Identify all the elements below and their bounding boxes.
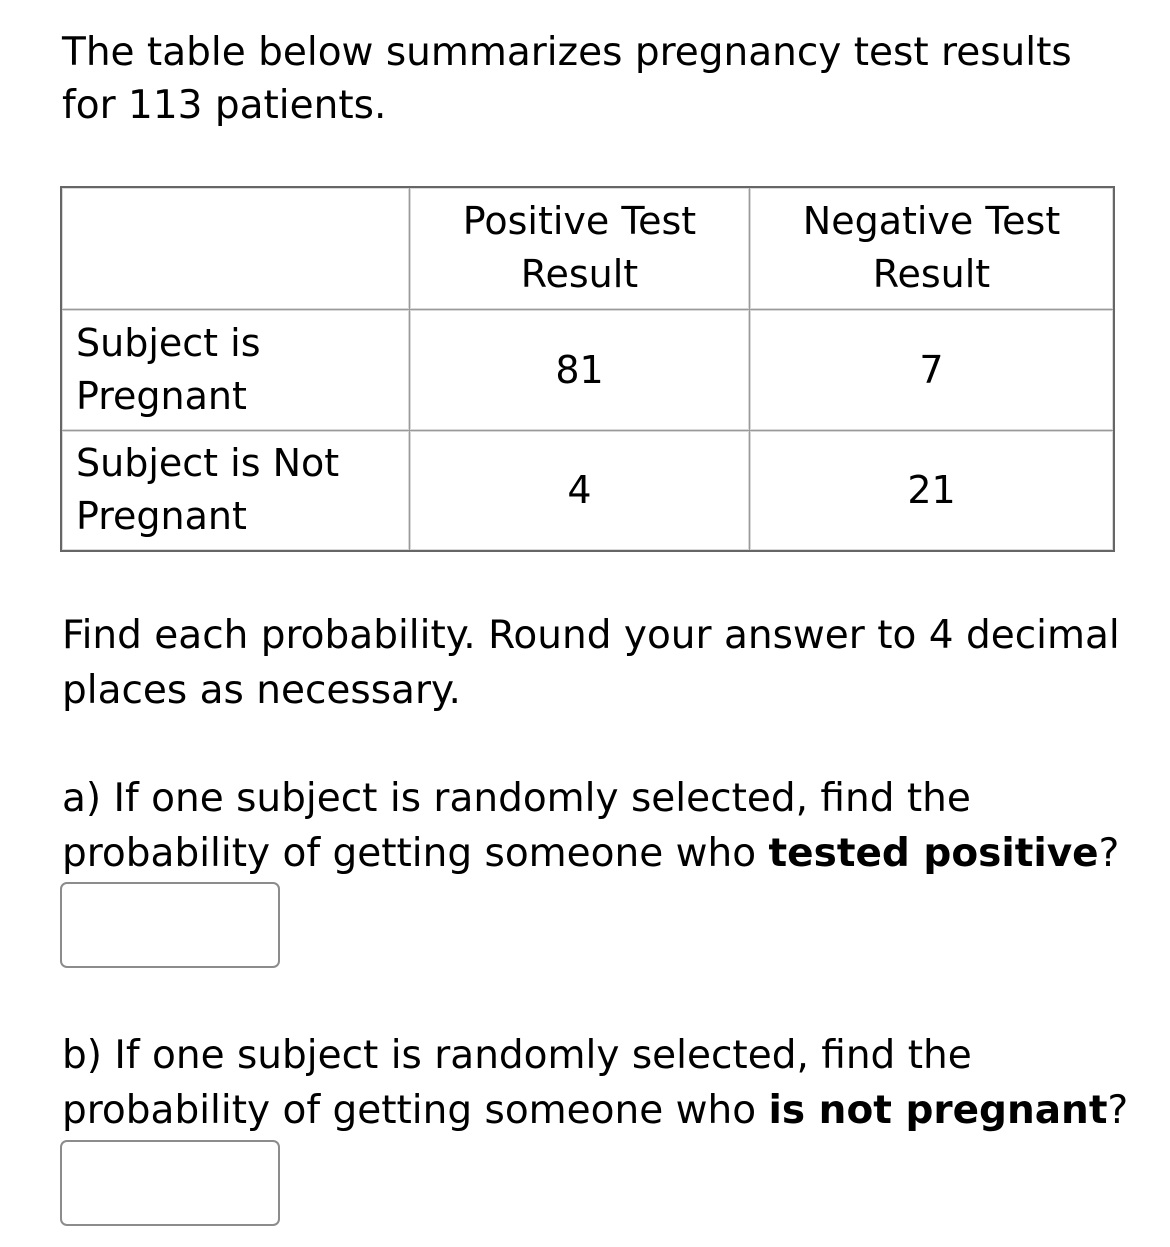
cell-not-pregnant-negative: 21 (750, 430, 1115, 551)
row-label-pregnant (61, 309, 410, 430)
question-a-emphasis: tested positive (768, 831, 1099, 876)
question-b (62, 1028, 1142, 1138)
header-negative-test-result (750, 187, 1115, 309)
header-positive-test-result (410, 187, 750, 309)
problem-intro (62, 26, 1122, 132)
question-b-suffix: ? (1107, 1088, 1129, 1133)
header-positive-line-1: Positive Test (462, 199, 697, 244)
instructions-line-2: places as necessary. (62, 668, 461, 713)
table-row-pregnant (61, 309, 1114, 430)
row-label-pregnant-line-1: Subject is (76, 320, 261, 365)
answer-b-input[interactable] (60, 1140, 280, 1226)
instructions-text (62, 608, 1142, 718)
answer-a-input[interactable] (60, 882, 280, 968)
question-a (62, 771, 1142, 881)
header-negative-line-1: Negative Test (802, 199, 1061, 244)
header-positive-line-2: Result (520, 252, 639, 297)
intro-line-1: The table below summarizes pregnancy test results (62, 30, 1072, 75)
row-label-not-pregnant-line-2: Pregnant (76, 494, 247, 539)
table-row-not-pregnant (61, 430, 1114, 551)
cell-not-pregnant-positive: 4 (410, 430, 750, 551)
question-b-prefix: probability of getting someone who (62, 1088, 769, 1133)
row-label-not-pregnant (61, 430, 410, 551)
row-label-not-pregnant-line-1: Subject is Not (76, 441, 340, 486)
question-a-suffix: ? (1098, 831, 1120, 876)
row-label-pregnant-line-2: Pregnant (76, 373, 247, 418)
header-negative-line-2: Result (872, 252, 991, 297)
cell-pregnant-negative: 7 (750, 309, 1115, 430)
intro-line-2: for 113 patients. (62, 83, 387, 128)
question-b-line-1: b) If one subject is randomly selected, find the (62, 1033, 972, 1078)
cell-pregnant-positive: 81 (410, 309, 750, 430)
question-a-line-1: a) If one subject is randomly selected, find the (62, 776, 971, 821)
pregnancy-results-table (60, 186, 1115, 552)
table-header-row (61, 187, 1114, 309)
question-b-emphasis: is not pregnant (768, 1088, 1108, 1133)
instructions-line-1: Find each probability. Round your answer to 4 decimal (62, 613, 1120, 658)
question-a-prefix: probability of getting someone who (62, 831, 769, 876)
table-corner-cell (61, 187, 410, 309)
